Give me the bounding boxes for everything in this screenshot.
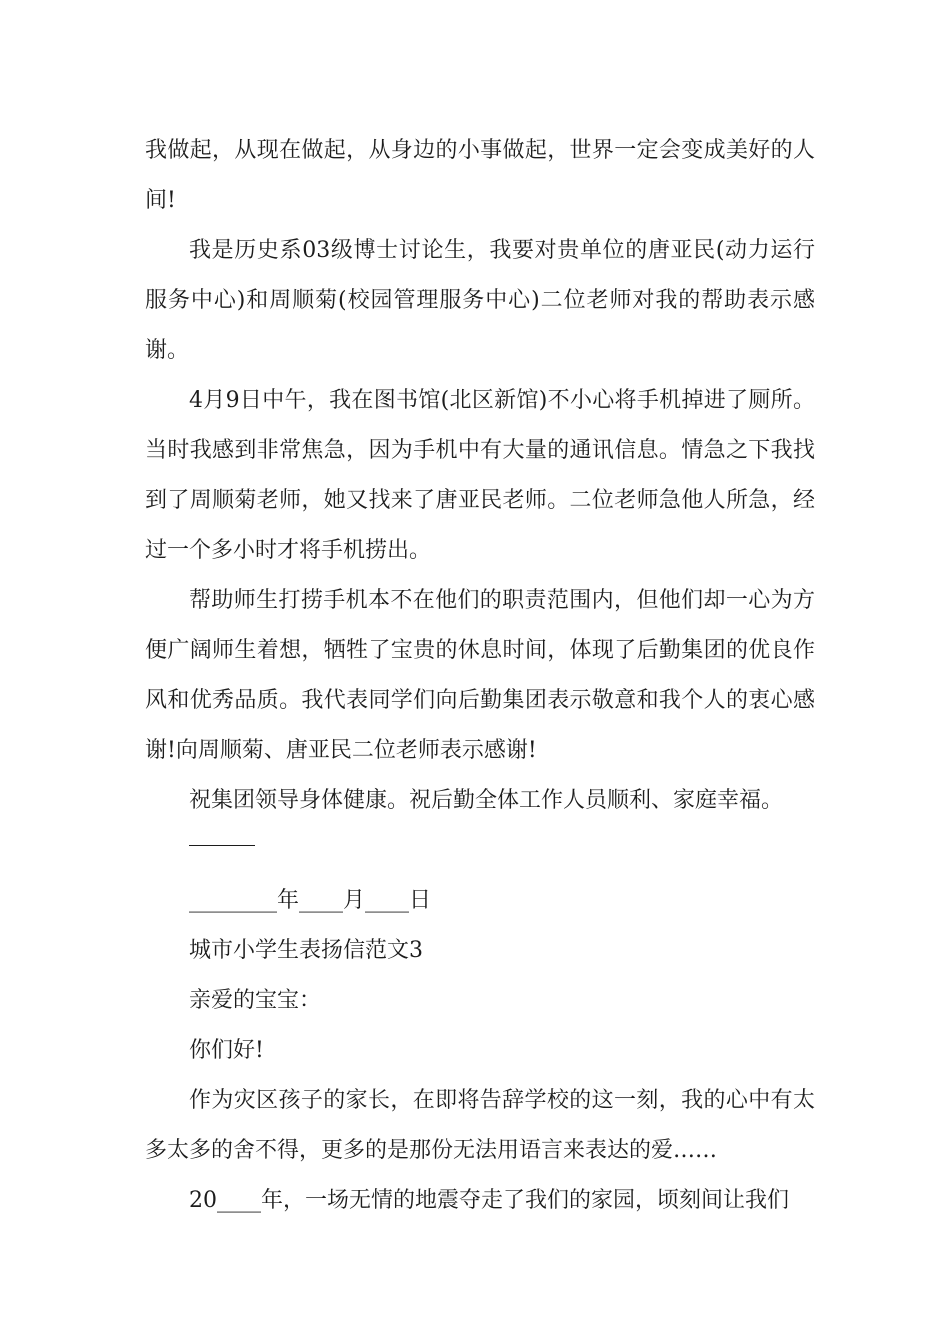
signature-line <box>145 826 815 876</box>
paragraph-5: 祝集团领导身体健康。祝后勤全体工作人员顺利、家庭幸福。 <box>189 788 784 813</box>
signature-rule <box>189 844 255 846</box>
paragraph-1: 我做起，从现在做起，从身边的小事做起，世界一定会变成美好的人间! <box>145 138 815 213</box>
paragraph-2: 我是历史系03级博士讨论生，我要对贵单位的唐亚民(动力运行服务中心)和周顺菊(校园管理服务中心)二位老师对我的帮助表示感谢。 <box>145 238 815 363</box>
paragraph-6: 作为灾区孩子的家长，在即将告辞学校的这一刻，我的心中有太多太多的舍不得，更多的是那份无法用语言来表达的爱…… <box>145 1088 815 1163</box>
section-title: 城市小学生表扬信范文3 <box>189 938 423 963</box>
document-body <box>145 126 815 1226</box>
paragraph-4: 帮助师生打捞手机本不在他们的职责范围内，但他们却一心为方便广阔师生着想，牺牲了宝贵的休息时间，体现了后勤集团的优良作风和优秀品质。我代表同学们向后勤集团表示敬意和我个人的衷心感谢!向周顺菊、唐亚民二位老师表示感谢! <box>145 588 815 763</box>
paragraph-3: 4月9日中午，我在图书馆(北区新馆)不小心将手机掉进了厕所。当时我感到非常焦急，因为手机中有大量的通讯信息。情急之下我找到了周顺菊老师，她又找来了唐亚民老师。二位老师急他人所急，经过一个多小时才将手机捞出。 <box>145 388 815 563</box>
date-line: ________年____月____日 <box>189 888 432 913</box>
greeting: 你们好! <box>189 1038 264 1063</box>
paragraph-7: 20____年，一场无情的地震夺走了我们的家园，顷刻间让我们 <box>189 1188 789 1213</box>
salutation: 亲爱的宝宝： <box>189 988 322 1013</box>
